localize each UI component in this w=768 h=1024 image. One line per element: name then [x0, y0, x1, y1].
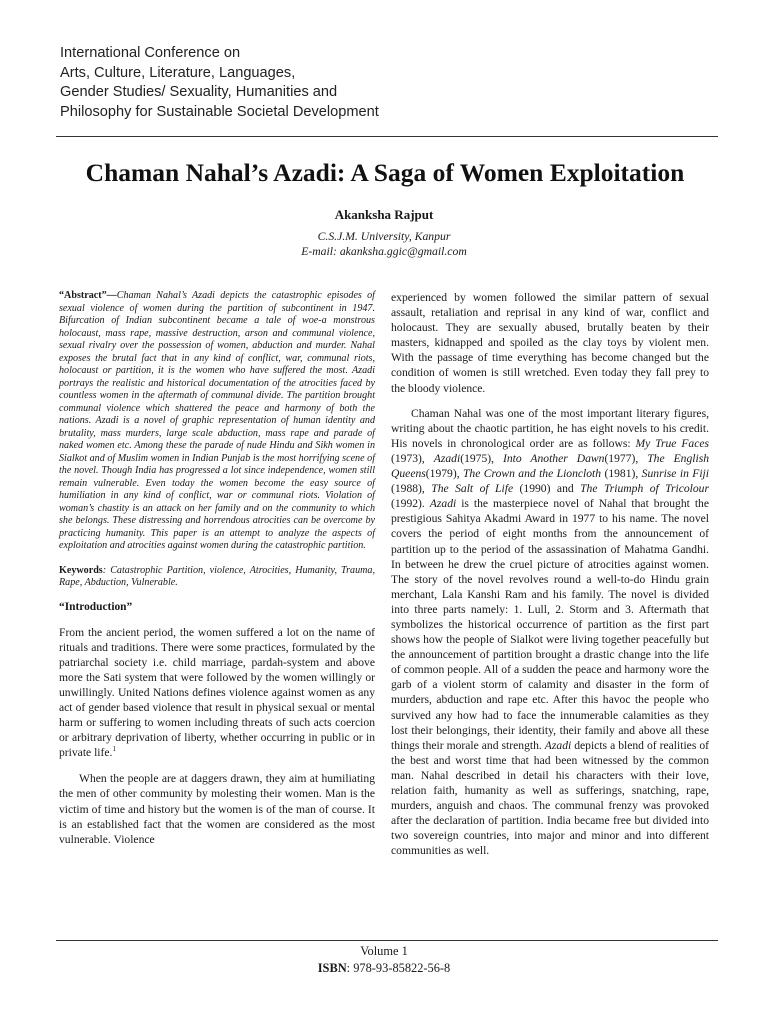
text-run: (1977), — [604, 451, 648, 465]
novel-title: The Salt of Life — [431, 482, 514, 496]
affiliation: C.S.J.M. University, Kanpur — [317, 230, 451, 243]
isbn-value: : 978-93-85822-56-8 — [346, 961, 451, 975]
abstract — [59, 290, 375, 553]
author-affiliation — [0, 229, 768, 259]
author-name: Akanksha Rajput — [334, 207, 434, 222]
intro-paragraph-1-text: From the ancient period, the women suffered a lot on the name of rituals and traditions. There were some practices, formulated by the patriarchal society i.e. child marriage, pardah-system and above more the Sati system that were followed by the women willingly or unwillingly. United Nations defines violence against women as any act of gender based violence that result in physical sexual or mental harm or suffering to women including threats of such acts coercion or arbitrary deprivation of liberty, whether occurring in public or in private life. — [59, 625, 375, 760]
abstract-text: Chaman Nahal’s Azadi depicts the catastrophic episodes of sexual violence of women during the partition of subcontinent in 1947. Bifurcation of Indian subcontinent became a tale of woe-a monstrous holocaust, mass rape, massive destruction, arson and communal violence, sexual rivalry over the possession of women, abduction and murder. Nahal exposes the brutal fact that in any kind of conflict, war, communal riots, holocaust or partition, it is the women who have suffered the most. Azadi portrays the realistic and historical documentation of the atrocities faced by countless women in the aftermath of communal divide. The partition brought communal violence which shattered the peace and harmony of both the nations. Azadi is a novel of graphic representation of human identity and brutality, mass murders, large scale abduction, mass rape and parade of naked women etc. Among these the parade of nude Hindu and Sikh women in Sialkot and of Muslim women in Indian Punjab is the most horrifying scene of the novel. Though India has progressed a lot since independence, women still remain vulnerable. Even today the women become the easy source of humiliation in any kind of conflict, war or communal riots. Violation of woman’s chastity is an attack on her family and on the community to which she belongs. These distressing and horrendous atrocities can be overcome by practicing humanity. This paper is an attempt to analyze the aspects of exploitation and atrocities against women during the catastrophic partition. — [59, 290, 375, 551]
footer-volume: Volume 1 — [360, 944, 408, 958]
paper-title: Chaman Nahal’s Azadi: A Saga of Women Exploitation — [85, 158, 685, 187]
footer-divider — [56, 940, 718, 941]
novel-title: The English Queens — [391, 451, 709, 481]
keywords — [59, 565, 375, 590]
keywords-text: : Catastrophic Partition, violence, Atrocities, Humanity, Trauma, Rape, Abduction, Vulnerable. — [59, 564, 375, 588]
conference-line: Gender Studies/ Sexuality, Humanities and — [60, 84, 338, 101]
text-run: (1988), — [391, 482, 432, 496]
text-run: depicts a blend of realities of the best and worst time that had been witnessed by the common man. Nahal described in detail his characters with their love, relation faith, humanity as well as sufferings, snatching, rape, murders, anguish and chaos. The communal frenzy was provoked after the declaration of partition. India became free but divided into two sovereign countries, into major and minor and into different communities as well. — [391, 738, 709, 858]
intro-paragraph-1 — [59, 625, 375, 761]
text-run: is the masterpiece novel of Nahal that brought the prestigious Sahitya Akadmi Award in 1977 to his name. The novel covers the period of eight months from the announcement of partition up to the period of the assassination of Mahatma Gandhi. In between he drew the cruel picture of atrocities against women. The story of the novel revolves round a well-to-do Hindu grain merchant, Lala Kanshi Ram and his family. The novel is divided into three parts namely: 1. Lull, 2. Storm and 3. Aftermath that symbolizes the historical occurrence of partition as the first part shows how the people of Sialkot were living together peacefully but the announcement of partition brought a drastic change into the life of common people. All of a sudden the peace and harmony wore the garb of a violent storm of calamity and disaster in the form of murders, abduction and rape etc. After this havoc the people who survived any how had to face the innumerable calamities as they lost their belongings, their identity, their family and above all these things their morale and strength. — [391, 497, 709, 752]
novel-title: Into Another Dawn — [502, 451, 605, 465]
text-run: (1973), — [391, 451, 434, 465]
text-run: Chaman Nahal was one of the most important literary figures, writing about the chaotic partition, he has eight novels to his credit. His novels in chronological order are as follows: — [391, 406, 709, 450]
keywords-label: Keywords — [59, 564, 103, 576]
text-run: (1990) and — [513, 482, 581, 496]
novel-title: Azadi — [544, 738, 572, 752]
text-run: (1979), — [425, 467, 463, 481]
novel-title: Azadi — [429, 497, 457, 511]
footer-isbn — [0, 960, 768, 976]
text-run: (1992). — [391, 497, 430, 511]
novel-title: My True Faces — [635, 436, 709, 450]
intro-paragraph-2: When the people are at daggers drawn, they aim at humiliating the men of other community by molesting their women. Man is the victim of time and history but the women is of the man of course. It is an established fact that the women are considered as the most vulnerable. Violence — [59, 772, 375, 846]
right-paragraph-2 — [391, 406, 709, 859]
right-column — [391, 290, 709, 858]
left-column — [59, 290, 375, 847]
isbn-label: ISBN — [317, 961, 347, 975]
email: E-mail: akanksha.ggic@gmail.com — [301, 245, 467, 258]
conference-header — [60, 44, 720, 122]
text-run: (1981), — [601, 467, 642, 481]
novel-title: The Triumph of Tricolour — [580, 482, 709, 496]
conference-line: International Conference on — [60, 45, 241, 61]
conference-line: Philosophy for Sustainable Societal Development — [60, 103, 379, 120]
header-divider — [56, 136, 718, 137]
section-heading-introduction: “Introduction” — [59, 600, 133, 613]
right-paragraph-1: experienced by women followed the similar pattern of sexual assault, retaliation and reprisal in any kind of war, conflict and holocaust. They are sexually abused, brutally beaten by their masters, kidnapped and spoiled as the clay toys by violent men. With the passage of time everything has become changed but the condition of women is still wretched. Even today they fall prey to the bloody violence. — [391, 291, 709, 395]
abstract-label: “Abstract”— — [59, 290, 117, 301]
novel-title: Azadi — [433, 451, 461, 465]
footnote-ref[interactable]: 1 — [112, 745, 116, 754]
novel-title: The Crown and the Lioncloth — [462, 467, 602, 481]
novel-title: Sunrise in Fiji — [641, 467, 709, 481]
conference-line: Arts, Culture, Literature, Languages, — [60, 64, 296, 81]
text-run: (1975), — [460, 451, 503, 465]
